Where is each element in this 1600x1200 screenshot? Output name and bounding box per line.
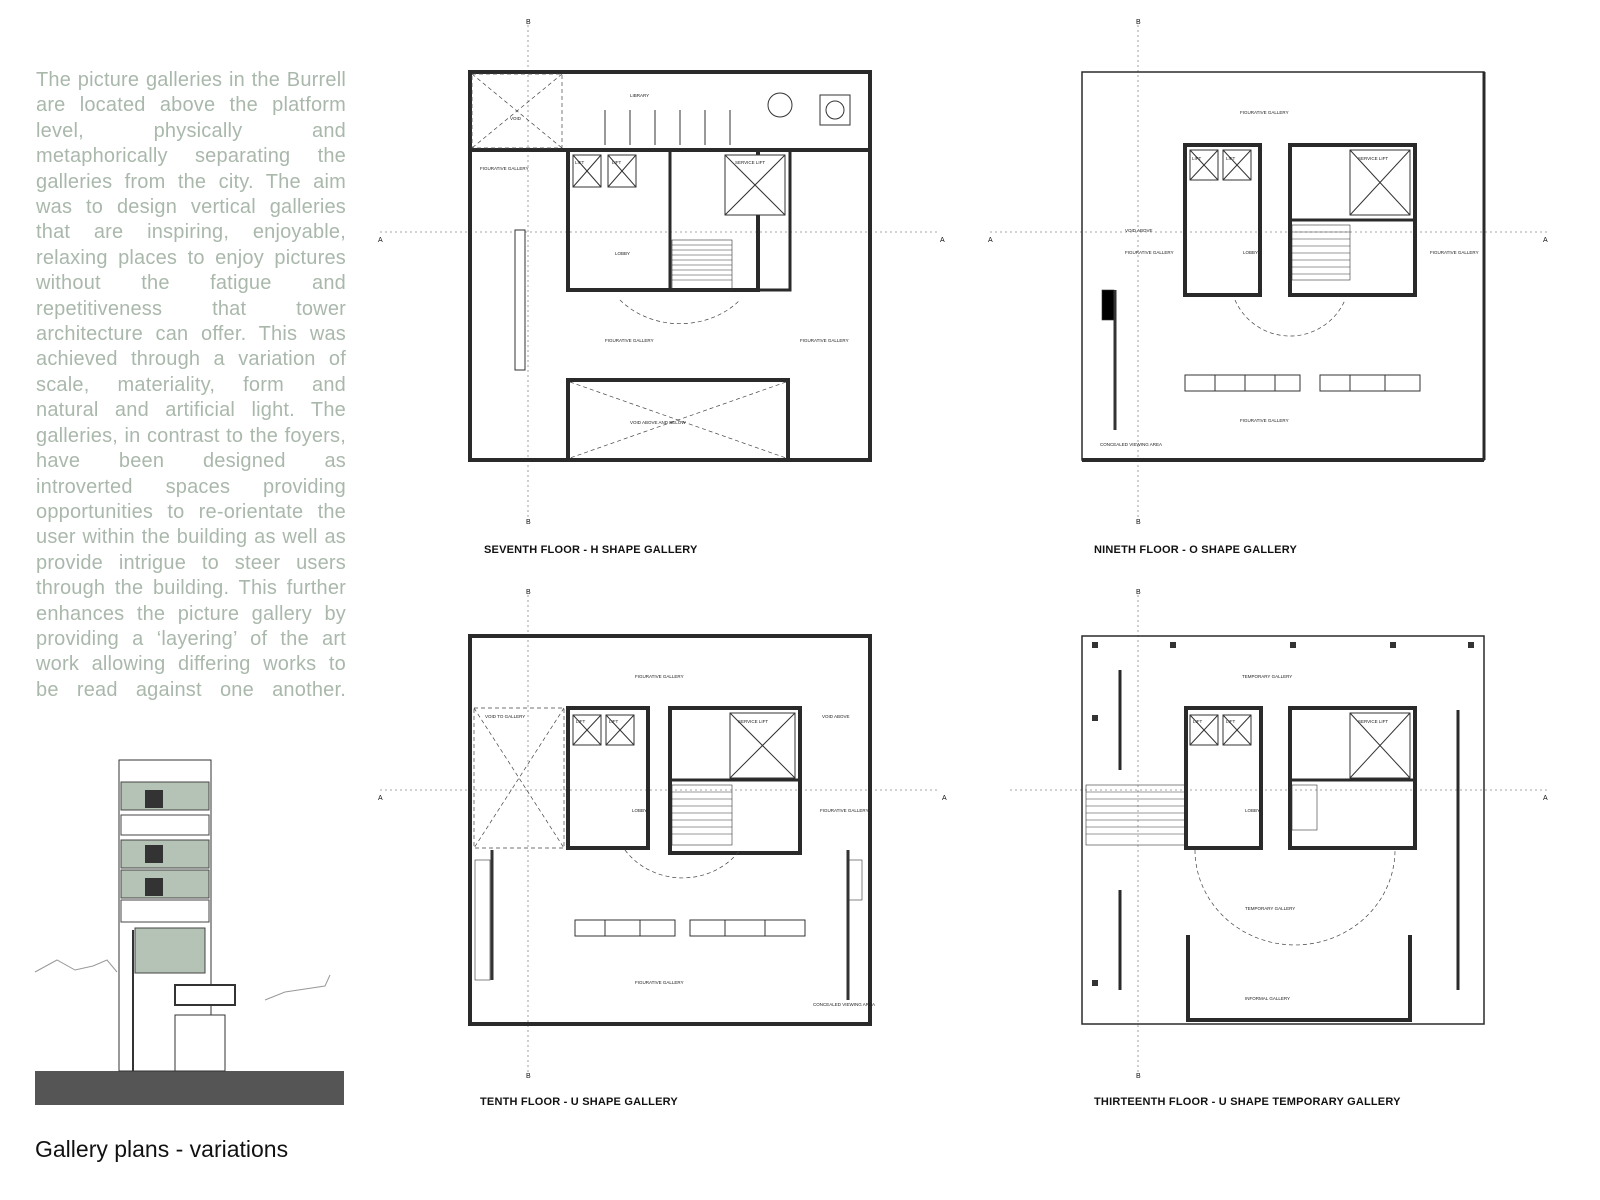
label-lift-1: LIFT [576, 719, 586, 724]
section-markers [988, 19, 1548, 526]
label-lobby: LOBBY [615, 251, 631, 256]
intro-paragraph: The picture galleries in the Burrell are located above the platform level, physically and metaphorically separating the galleries from the city. The aim was to design vertical galleries that are inspiring, enjoyable, relaxing places to enjoy pictures without the fatigue and repetitiveness that tower architecture can offer. This was achieved through a variation of scale, materiality, form and natural and artificial light. The galleries, in contrast to the foyers, have been designed as introverted spaces providing opportunities to re-orientate the user within the building as well as provide intrigue to steer users through the building. This further enhances the picture gallery by providing a ‘layering’ of the art work allowing differing works to be read against one another. [36, 69, 346, 701]
section-markers [1136, 589, 1548, 1080]
label-void: VOID [510, 116, 522, 121]
label-gallery-e: FIGURATIVE GALLERY [800, 338, 849, 343]
label-temp-n: TEMPORARY GALLERY [1242, 674, 1293, 679]
marker-a-right: A [942, 795, 947, 802]
label-gallery-n: FIGURATIVE GALLERY [1240, 110, 1289, 115]
label-lift-2: LIFT [609, 719, 619, 724]
marker-a-right: A [1543, 795, 1548, 802]
section-ground [35, 1071, 344, 1105]
section-tower [119, 760, 235, 1071]
section-lines [1010, 595, 1550, 1075]
label-lobby: LOBBY [1245, 808, 1261, 813]
plan-display-walls [492, 850, 848, 1000]
plan-curve [1195, 850, 1395, 945]
label-gallery-c: FIGURATIVE GALLERY [605, 338, 654, 343]
marker-a-left: A [378, 237, 383, 244]
label-informal: INFORMAL GALLERY [1245, 996, 1291, 1001]
plan-walls [1082, 72, 1484, 460]
label-lobby: LOBBY [1243, 250, 1259, 255]
label-lobby: LOBBY [632, 808, 648, 813]
label-void-to-gallery: VOID TO GALLERY [485, 714, 526, 719]
label-service-lift: SERVICE LIFT [738, 719, 769, 724]
label-library: LIBRARY [630, 93, 650, 98]
marker-a-left: A [988, 237, 993, 244]
marker-b-bottom: B [1136, 1073, 1141, 1080]
plan-room-labels [485, 674, 875, 1007]
marker-b-top: B [1136, 19, 1141, 26]
marker-a-right: A [940, 237, 945, 244]
plan-library-shelves [605, 93, 850, 145]
label-lift-1: LIFT [1192, 156, 1202, 161]
label-service-lift: SERVICE LIFT [735, 160, 766, 165]
plan-title-nineth: NINETH FLOOR - O SHAPE GALLERY [1094, 544, 1297, 556]
label-lift-1: LIFT [1193, 719, 1203, 724]
label-gallery-e: FIGURATIVE GALLERY [820, 808, 869, 813]
label-gallery-n: FIGURATIVE GALLERY [635, 674, 684, 679]
marker-b-top: B [526, 19, 531, 26]
plan-title-tenth: TENTH FLOOR - U SHAPE GALLERY [480, 1096, 678, 1108]
section-markers [378, 19, 945, 526]
label-gallery-s: FIGURATIVE GALLERY [635, 980, 684, 985]
label-gallery-w: FIGURATIVE GALLERY [1125, 250, 1174, 255]
label-lift-1: LIFT [575, 160, 585, 165]
label-gallery-e: FIGURATIVE GALLERY [1430, 250, 1479, 255]
label-service-lift: SERVICE LIFT [1358, 719, 1389, 724]
plan-walls [1082, 636, 1484, 1024]
label-lift-2: LIFT [612, 160, 622, 165]
label-service-lift: SERVICE LIFT [1358, 156, 1389, 161]
section-lines [990, 25, 1550, 520]
label-concealed: CONCEALED VIEWING AREA [813, 1002, 876, 1007]
section-lines [380, 25, 940, 520]
plan-thirteenth-floor [990, 580, 1590, 1080]
plan-stair [1086, 785, 1317, 845]
plan-stair [1102, 225, 1350, 320]
building-section-drawing [35, 760, 345, 1105]
plan-display-walls [1115, 290, 1420, 430]
plan-title-thirteenth: THIRTEENTH FLOOR - U SHAPE TEMPORARY GALLERY [1094, 1096, 1401, 1108]
plan-display-wall [515, 230, 525, 370]
plan-walls [470, 72, 870, 460]
label-void-above: VOID ABOVE [1125, 228, 1153, 233]
plan-curve [1235, 300, 1345, 336]
marker-b-top: B [526, 589, 531, 596]
marker-b-bottom: B [526, 519, 531, 526]
plan-nineth-floor [990, 10, 1590, 530]
main-caption: Gallery plans - variations [35, 1136, 289, 1162]
label-temp-c: TEMPORARY GALLERY [1245, 906, 1296, 911]
marker-b-top: B [1136, 589, 1141, 596]
label-gallery-nw: FIGURATIVE GALLERY [480, 166, 529, 171]
label-void-above: VOID ABOVE [822, 714, 850, 719]
marker-b-bottom: B [526, 1073, 531, 1080]
plan-tenth-floor [380, 580, 980, 1080]
marker-a-right: A [1543, 237, 1548, 244]
marker-a-left: A [378, 795, 383, 802]
marker-b-bottom: B [1136, 519, 1141, 526]
label-concealed: CONCEALED VIEWING AREA [1100, 442, 1163, 447]
plan-stair [672, 240, 732, 290]
label-lift-2: LIFT [1226, 719, 1236, 724]
label-gallery-s: FIGURATIVE GALLERY [1240, 418, 1289, 423]
plan-walls [470, 636, 870, 1024]
plan-room-labels [480, 93, 849, 425]
label-lift-2: LIFT [1226, 156, 1236, 161]
plan-title-seventh: SEVENTH FLOOR - H SHAPE GALLERY [484, 544, 698, 556]
plan-seventh-floor [380, 10, 980, 530]
label-void-above: VOID ABOVE AND BELOW [630, 420, 686, 425]
